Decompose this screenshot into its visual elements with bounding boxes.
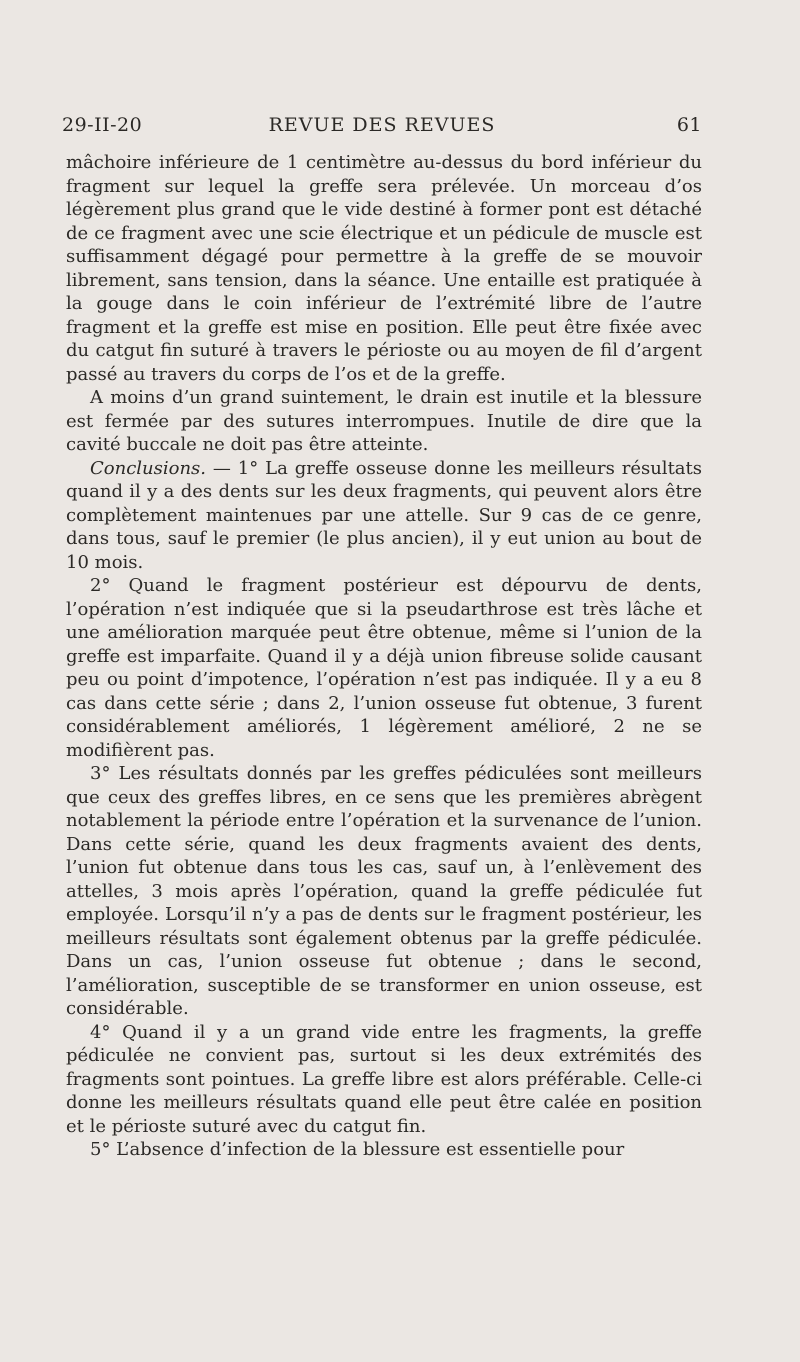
paragraph-text: 4° Quand il y a un grand vide entre les fragments, la greffe pédiculée ne convient pas, surtout si les deux extrémités des fragments sont pointues. La greffe libre est alors préférable. Celle-ci donne les meilleurs résultats quand elle peut être calée en position et le périoste suturé avec du catgut fin.: [66, 1021, 702, 1137]
paragraph-text: mâchoire inférieure de 1 centimètre au-dessus du bord inférieur du fragment sur lequel la greffe sera prélevée. Un morceau d’os légèrement plus grand que le vide destiné à former pont est détaché de ce fragment avec une scie électrique et un pédicule de muscle est suffisamment dégagé pour permettre à la greffe de se mouvoir librement, sans tension, dans la séance. Une entaille est pratiquée à la gouge dans le coin inférieur de l’extrémité libre de l’autre fragment et la greffe est mise en position. Elle peut être fixée avec du catgut fin suturé à travers le périoste ou au moyen de fil d’argent passé au travers du corps de l’os et de la greffe.: [66, 152, 702, 385]
paragraph-1: [66, 151, 702, 386]
paragraph-6: [66, 1021, 702, 1139]
paragraph-text: A moins d’un grand suintement, le drain est inutile et la blessure est fermée par des sutures interrompues. Inutile de dire que la cavité buccale ne doit pas être atteinte.: [66, 387, 702, 455]
body-text: [66, 151, 702, 1162]
running-header: [62, 114, 702, 142]
paragraph-5: [66, 762, 702, 1021]
paragraph-text: 3° Les résultats donnés par les greffes pédiculées sont meilleurs que ceux des greffes libres, en ce sens que les premières abrègent notablement la période entre l’opération et la survenance de l’union. Dans cette série, quand les deux fragments avaient des dents, l’union fut obtenue dans tous les cas, sauf un, à l’enlèvement des attelles, 3 mois après l’opération, quand la greffe pédiculée fut employée. Lorsqu’il n’y a pas de dents sur le fragment postérieur, les meilleurs résultats sont également obtenus par la greffe pédiculée. Dans un cas, l’union osseuse fut obtenue ; dans le second, l’amélioration, susceptible de se transformer en union osseuse, est considérable.: [66, 763, 702, 1019]
page-number: 61: [676, 114, 702, 136]
paragraph-text: — 1° La greffe osseuse donne les meilleurs résultats quand il y a des dents sur les deux fragments, qui peuvent alors être complètement maintenues par une attelle. Sur 9 cas de ce genre, dans tous, sauf le premier (le plus ancien), il y eut union au bout de 10 mois.: [66, 457, 702, 573]
paragraph-text: 5° L’absence d’infection de la blessure est essentielle pour: [90, 1139, 625, 1160]
paragraph-2: [66, 386, 702, 457]
paragraph-3: [66, 457, 702, 575]
paragraph-7: [66, 1138, 702, 1162]
section-lead: Conclusions.: [90, 457, 207, 479]
paragraph-text: 2° Quand le fragment postérieur est dépourvu de dents, l’opération n’est indiquée que si la pseudarthrose est très lâche et une amélioration marquée peut être obtenue, même si l’union de la greffe est imparfaite. Quand il y a déjà union fibreuse solide causant peu ou point d’impotence, l’opération n’est pas indiquée. Il y a eu 8 cas dans cette série ; dans 2, l’union osseuse fut obtenue, 3 furent considérablement améliorés, 1 légèrement amélioré, 2 ne se modifièrent pas.: [66, 575, 702, 761]
header-date: 29-II-20: [62, 114, 143, 136]
header-title: REVUE DES REVUES: [268, 114, 496, 136]
paragraph-4: [66, 574, 702, 762]
